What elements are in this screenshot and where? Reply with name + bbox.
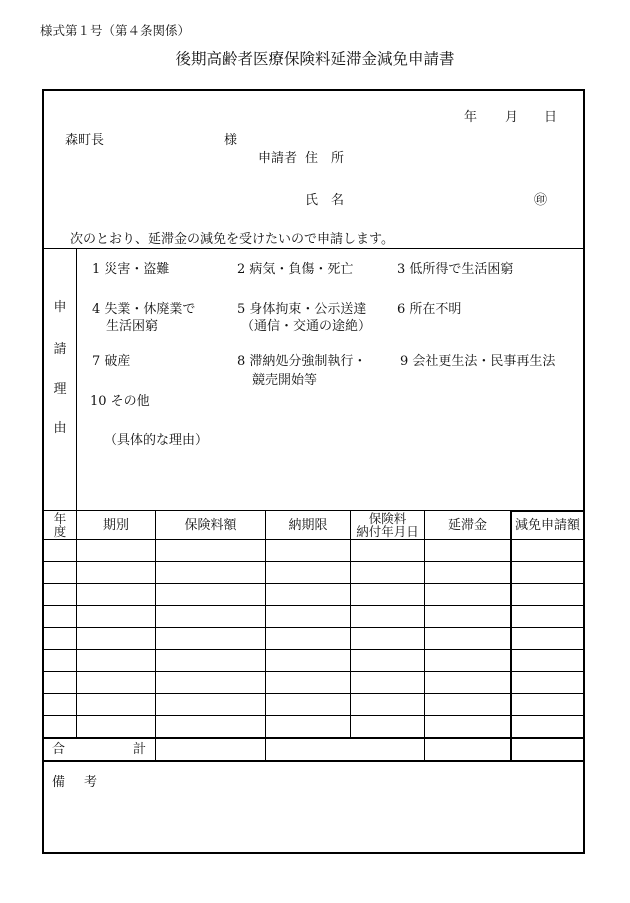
premium-cell xyxy=(156,694,266,716)
addressee-label: 森町長 xyxy=(65,133,105,148)
year-cell xyxy=(44,672,77,694)
payment-date-cell xyxy=(351,716,425,738)
name-label: 氏 名 xyxy=(305,193,345,208)
date-year-label: 年 xyxy=(464,110,478,125)
total-row xyxy=(44,738,583,760)
reason-item-text: 5 身体拘束・公示送達 xyxy=(237,302,367,317)
due-date-cell xyxy=(266,628,351,650)
reason-item-text: 4 失業・休廃業で xyxy=(92,302,196,317)
table-row xyxy=(44,540,583,562)
payment-date-cell xyxy=(351,694,425,716)
premium-cell xyxy=(156,562,266,584)
table-row xyxy=(44,562,583,584)
reasons-side-char: 理 xyxy=(53,382,67,397)
reasons-side-char: 請 xyxy=(53,342,67,357)
header-payment-date-line: 保険料 xyxy=(368,511,407,526)
late-fee-cell xyxy=(425,672,511,694)
header-year-line: 年 xyxy=(53,511,67,526)
due-date-cell xyxy=(266,650,351,672)
total-dates-cell xyxy=(266,738,425,760)
table-row xyxy=(44,672,583,694)
header-year-line: 度 xyxy=(53,524,67,539)
reason-item-continuation: 生活困窮 xyxy=(106,319,159,334)
late-fee-cell xyxy=(425,584,511,606)
table-row xyxy=(44,628,583,650)
reduction-amount-cell xyxy=(511,562,583,584)
payment-date-cell xyxy=(351,606,425,628)
form-title: 後期高齢者医療保険料延滞金減免申請書 xyxy=(175,50,455,68)
premium-cell xyxy=(156,628,266,650)
period-cell xyxy=(77,540,156,562)
reasons-section xyxy=(44,249,583,511)
total-premium-cell xyxy=(156,738,266,760)
application-form xyxy=(42,89,585,854)
late-fee-cell xyxy=(425,628,511,650)
table-row xyxy=(44,716,583,738)
reduction-amount-cell xyxy=(511,584,583,606)
premium-cell xyxy=(156,672,266,694)
reason-item-continuation: （通信・交通の途絶） xyxy=(241,319,372,334)
premium-cell xyxy=(156,540,266,562)
total-reduction-amount-cell xyxy=(511,738,583,760)
year-cell xyxy=(44,606,77,628)
date-day-label: 日 xyxy=(544,110,558,125)
date-month-label: 月 xyxy=(505,110,519,125)
period-cell xyxy=(77,694,156,716)
remarks-section xyxy=(44,760,583,852)
period-cell xyxy=(77,584,156,606)
reduction-amount-cell xyxy=(511,628,583,650)
reasons-side-char: 由 xyxy=(53,421,67,436)
period-cell xyxy=(77,562,156,584)
period-cell xyxy=(77,716,156,738)
header-year xyxy=(44,511,77,540)
applicant-label: 申請者 xyxy=(258,151,298,166)
year-cell xyxy=(44,540,77,562)
reason-item-6: 6 所在不明 xyxy=(397,302,462,317)
due-date-cell xyxy=(266,562,351,584)
total-label-char: 計 xyxy=(132,742,146,757)
table-body xyxy=(44,540,583,738)
period-cell xyxy=(77,628,156,650)
honorific-label: 様 xyxy=(224,133,238,148)
year-cell xyxy=(44,694,77,716)
payment-date-cell xyxy=(351,562,425,584)
fee-table xyxy=(44,511,583,760)
reduction-amount-cell xyxy=(511,694,583,716)
reason-item-10: 10 その他 xyxy=(90,394,150,409)
form-number-label: 様式第１号（第４条関係） xyxy=(40,23,191,38)
table-header-row xyxy=(44,511,583,540)
due-date-cell xyxy=(266,584,351,606)
reasons-side-label xyxy=(44,249,77,510)
late-fee-cell xyxy=(425,650,511,672)
address-label: 住 所 xyxy=(305,151,345,166)
period-cell xyxy=(77,650,156,672)
due-date-cell xyxy=(266,606,351,628)
due-date-cell xyxy=(266,672,351,694)
payment-date-cell xyxy=(351,584,425,606)
period-cell xyxy=(77,606,156,628)
late-fee-cell xyxy=(425,562,511,584)
reason-item-text: 8 滞納処分強制執行・ xyxy=(237,354,367,369)
premium-cell xyxy=(156,650,266,672)
late-fee-cell xyxy=(425,694,511,716)
total-label-char: 合 xyxy=(52,742,66,757)
header-late-fee: 延滞金 xyxy=(425,511,511,540)
header-period: 期別 xyxy=(77,511,156,540)
reason-item-2: 2 病気・負傷・死亡 xyxy=(237,262,354,277)
year-cell xyxy=(44,650,77,672)
table-row xyxy=(44,694,583,716)
premium-cell xyxy=(156,584,266,606)
late-fee-cell xyxy=(425,716,511,738)
period-cell xyxy=(77,672,156,694)
reason-item-3: 3 低所得で生活困窮 xyxy=(397,262,514,277)
premium-cell xyxy=(156,716,266,738)
late-fee-cell xyxy=(425,540,511,562)
reason-item-continuation: 競売開始等 xyxy=(252,373,318,388)
header-payment-date xyxy=(351,511,425,540)
reduction-amount-cell xyxy=(511,672,583,694)
reason-item-7: 7 破産 xyxy=(92,354,131,369)
applicant-section xyxy=(44,91,583,249)
reason-item-1: 1 災害・盗難 xyxy=(92,262,170,277)
reason-item-9: 9 会社更生法・民事再生法 xyxy=(400,354,556,369)
table-row xyxy=(44,606,583,628)
header-payment-date-line: 納付年月日 xyxy=(356,524,419,539)
header-premium: 保険料額 xyxy=(156,511,266,540)
due-date-cell xyxy=(266,694,351,716)
due-date-cell xyxy=(266,716,351,738)
reduction-amount-cell xyxy=(511,540,583,562)
year-cell xyxy=(44,628,77,650)
reduction-amount-cell xyxy=(511,650,583,672)
reduction-amount-cell xyxy=(511,606,583,628)
header-due-date: 納期限 xyxy=(266,511,351,540)
due-date-cell xyxy=(266,540,351,562)
payment-date-cell xyxy=(351,672,425,694)
remarks-label-char: 考 xyxy=(84,775,98,790)
reduction-amount-cell xyxy=(511,716,583,738)
total-label xyxy=(44,738,156,760)
remarks-label-char: 備 xyxy=(52,775,66,790)
specific-reason-label: （具体的な理由） xyxy=(104,433,209,448)
payment-date-cell xyxy=(351,650,425,672)
table-row xyxy=(44,650,583,672)
year-cell xyxy=(44,584,77,606)
application-statement: 次のとおり、延滞金の減免を受けたいので申請します。 xyxy=(70,232,394,247)
payment-date-cell xyxy=(351,628,425,650)
table-row xyxy=(44,584,583,606)
reasons-side-char: 申 xyxy=(53,300,67,315)
year-cell xyxy=(44,716,77,738)
header-reduction-amount: 減免申請額 xyxy=(511,511,583,540)
total-late-fee-cell xyxy=(425,738,511,760)
premium-cell xyxy=(156,606,266,628)
seal-mark: ㊞ xyxy=(534,193,548,208)
late-fee-cell xyxy=(425,606,511,628)
year-cell xyxy=(44,562,77,584)
payment-date-cell xyxy=(351,540,425,562)
